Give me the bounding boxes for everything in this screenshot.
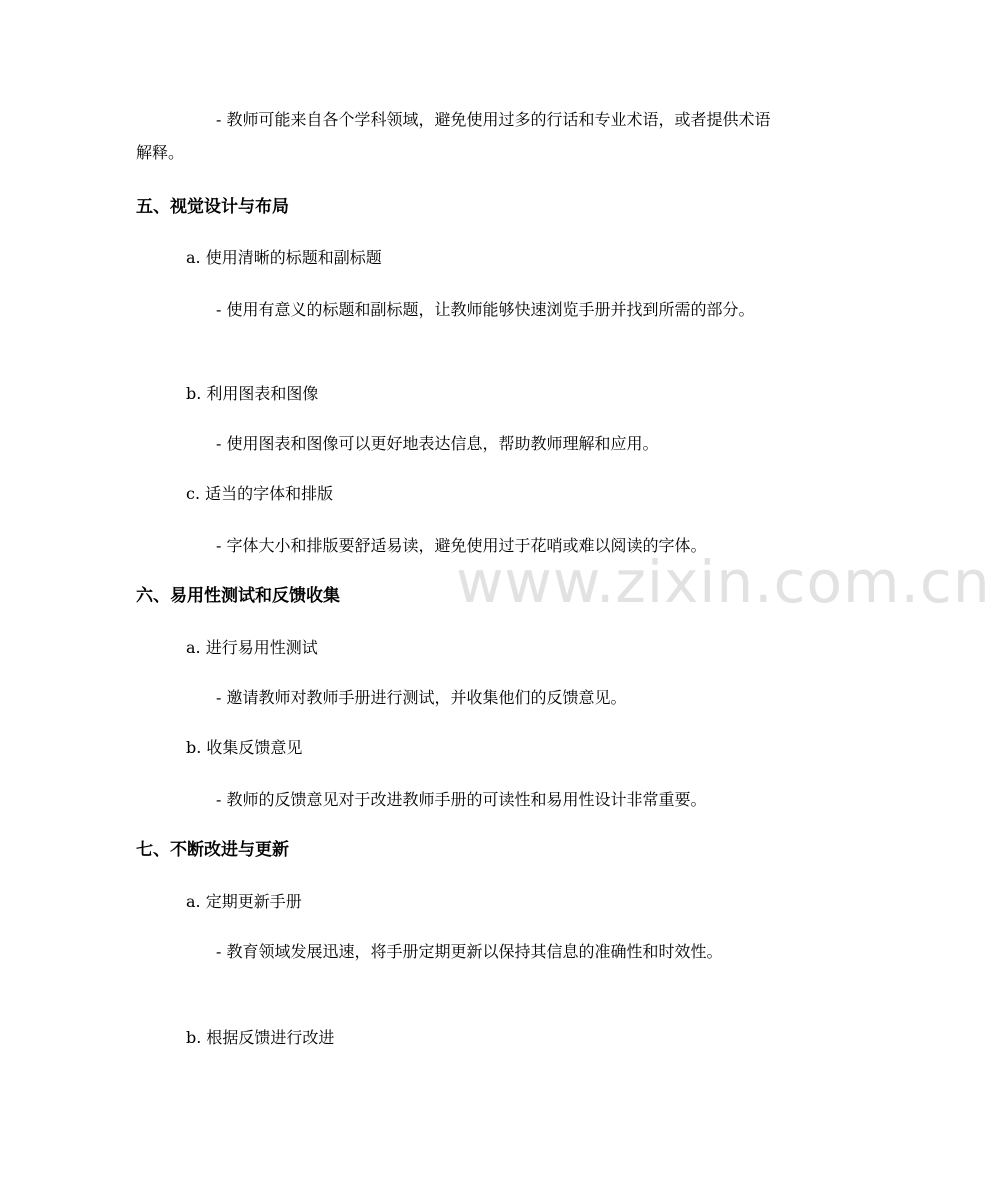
- subitem-5a: a. 使用清晰的标题和副标题: [186, 248, 382, 267]
- detail-paragraph-7a: - 教育领域发展迅速，将手册定期更新以保持其信息的准确性和时效性。: [216, 942, 723, 961]
- detail-paragraph-jargon: - 教师可能来自各个学科领域，避免使用过多的行话和专业术语，或者提供术语解释。: [136, 110, 771, 162]
- detail-paragraph-6b: - 教师的反馈意见对于改进教师手册的可读性和易用性设计非常重要。: [216, 790, 707, 809]
- detail-paragraph-5a: - 使用有意义的标题和副标题，让教师能够快速浏览手册并找到所需的部分。: [216, 300, 755, 319]
- subitem-5b: b. 利用图表和图像: [186, 384, 319, 403]
- section-heading-5: 五、视觉设计与布局: [136, 197, 289, 217]
- section-heading-7: 七、不断改进与更新: [136, 840, 289, 860]
- section-heading-6: 六、易用性测试和反馈收集: [136, 586, 340, 606]
- detail-paragraph-6a: - 邀请教师对教师手册进行测试，并收集他们的反馈意见。: [216, 688, 627, 707]
- subitem-7b: b. 根据反馈进行改进: [186, 1028, 335, 1047]
- detail-paragraph-5c: - 字体大小和排版要舒适易读，避免使用过于花哨或难以阅读的字体。: [216, 536, 707, 555]
- watermark: www.zixin.com.cn: [456, 548, 991, 616]
- subitem-6b: b. 收集反馈意见: [186, 738, 303, 757]
- detail-paragraph-5b: - 使用图表和图像可以更好地表达信息，帮助教师理解和应用。: [216, 434, 659, 453]
- subitem-5c: c. 适当的字体和排版: [186, 484, 334, 503]
- subitem-6a: a. 进行易用性测试: [186, 638, 318, 657]
- subitem-7a: a. 定期更新手册: [186, 892, 302, 911]
